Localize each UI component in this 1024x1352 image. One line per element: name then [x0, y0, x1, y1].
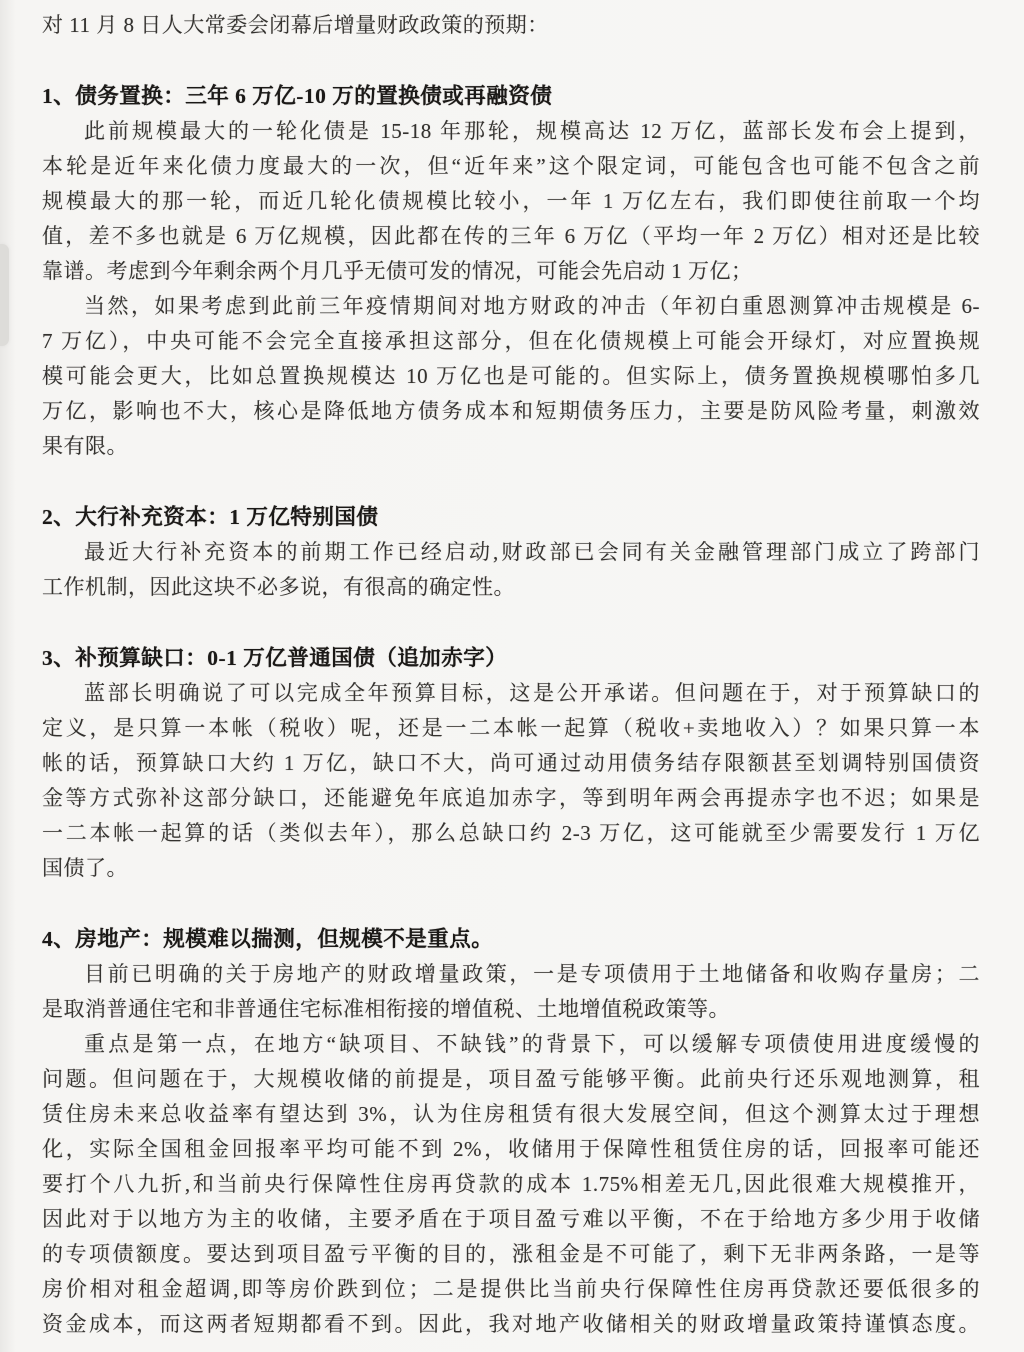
text-line: 当然，如果考虑到此前三年疫情期间对地方财政的冲击（年初白重恩测算冲击规模是 6-: [84, 294, 980, 318]
text-line: 帐的话，预算缺口大约 1 万亿，缺口不大，尚可通过动用债务结存限额甚至划调特别国债资: [42, 751, 980, 775]
section-heading-debt-swap: 1、债务置换：三年 6 万亿-10 万的置换债或再融资债: [42, 84, 553, 108]
text-line: 的专项债额度。要达到项目盈亏平衡的目的，涨租金是不可能了，剩下无非两条路，一是等: [42, 1242, 980, 1266]
text-line: 果有限。: [42, 434, 128, 458]
text-line: 此前规模最大的一轮化债是 15-18 年那轮，规模高达 12 万亿，蓝部长发布会上提到，: [84, 119, 980, 143]
text-line: 本轮是近年来化债力度最大的一次，但“近年来”这个限定词，可能包含也可能不包含之前: [42, 154, 980, 178]
text-line: 赁住房未来总收益率有望达到 3%，认为住房租赁有很大发展空间，但这个测算太过于理想: [42, 1102, 980, 1126]
text-line: 是取消普通住宅和非普通住宅标准相衔接的增值税、土地增值税政策等。: [42, 997, 730, 1021]
document-title: 对 11 月 8 日人大常委会闭幕后增量财政政策的预期：: [42, 13, 549, 37]
section-heading-bank-capital: 2、大行补充资本：1 万亿特别国债: [42, 505, 379, 529]
text-line: 万亿，影响也不大，核心是降低地方债务成本和短期债务压力，主要是防风险考量，刺激效: [42, 399, 980, 423]
text-line: 国债了。: [42, 856, 128, 880]
text-line: 7 万亿），中央可能不会完全直接承担这部分，但在化债规模上可能会开绿灯，对应置换规: [42, 329, 980, 353]
text-line: 资金成本，而这两者短期都看不到。因此，我对地产收储相关的财政增量政策持谨慎态度。: [42, 1312, 980, 1336]
text-line: 因此对于以地方为主的收储，主要矛盾在于项目盈亏难以平衡，不在于给地方多少用于收储: [42, 1207, 980, 1231]
text-line: 定义，是只算一本帐（税收）呢，还是一二本帐一起算（税收+卖地收入）？如果只算一本: [42, 716, 980, 740]
section-budget-gap: [42, 641, 980, 886]
section-heading-budget-gap: 3、补预算缺口：0-1 万亿普通国债（追加赤字）: [42, 646, 508, 670]
text-line: 化，实际全国租金回报率平均可能不到 2%，收储用于保障性租赁住房的话，回报率可能还: [42, 1137, 980, 1161]
text-line: 房价相对租金超调,即等房价跌到位；二是提供比当前央行保障性住房再贷款还要低很多的: [42, 1277, 980, 1301]
text-line: 工作机制，因此这块不必多说，有很高的确定性。: [42, 575, 515, 599]
section-heading-real-estate: 4、房地产：规模难以揣测，但规模不是重点。: [42, 927, 494, 951]
text-line: 规模最大的那一轮，而近几轮化债规模比较小，一年 1 万亿左右，我们即使往前取一个均: [42, 189, 980, 213]
text-line: 问题。但问题在于，大规模收储的前提是，项目盈亏能够平衡。此前央行还乐观地测算，租: [42, 1067, 980, 1091]
text-line: 重点是第一点，在地方“缺项目、不缺钱”的背景下，可以缓解专项债使用进度缓慢的: [84, 1032, 980, 1056]
text-line: 要打个八九折,和当前央行保障性住房再贷款的成本 1.75%相差无几,因此很难大规模推开，: [42, 1172, 980, 1196]
text-line: 靠谱。考虑到今年剩余两个月几乎无债可发的情况，可能会先启动 1 万亿；: [42, 259, 753, 283]
section-debt-swap: [42, 79, 980, 464]
text-line: 模可能会更大，比如总置换规模达 10 万亿也是可能的。但实际上，债务置换规模哪怕多几: [42, 364, 980, 388]
text-line: 值，差不多也就是 6 万亿规模，因此都在传的三年 6 万亿（平均一年 2 万亿）相对还是比较: [42, 224, 980, 248]
text-line: 最近大行补充资本的前期工作已经启动,财政部已会同有关金融管理部门成立了跨部门: [84, 540, 980, 564]
text-line: 目前已明确的关于房地产的财政增量政策，一是专项债用于土地储备和收购存量房；二: [84, 962, 980, 986]
text-line: 蓝部长明确说了可以完成全年预算目标，这是公开承诺。但问题在于，对于预算缺口的: [84, 681, 980, 705]
section-bank-capital: [42, 500, 980, 605]
text-line: 一二本帐一起算的话（类似去年），那么总缺口约 2-3 万亿，这可能就至少需要发行 1 万亿: [42, 821, 980, 845]
scan-artifact: [0, 244, 9, 346]
section-real-estate: [42, 922, 980, 1342]
text-line: 金等方式弥补这部分缺口，还能避免年底追加赤字，等到明年两会再提赤字也不迟；如果是: [42, 786, 980, 810]
